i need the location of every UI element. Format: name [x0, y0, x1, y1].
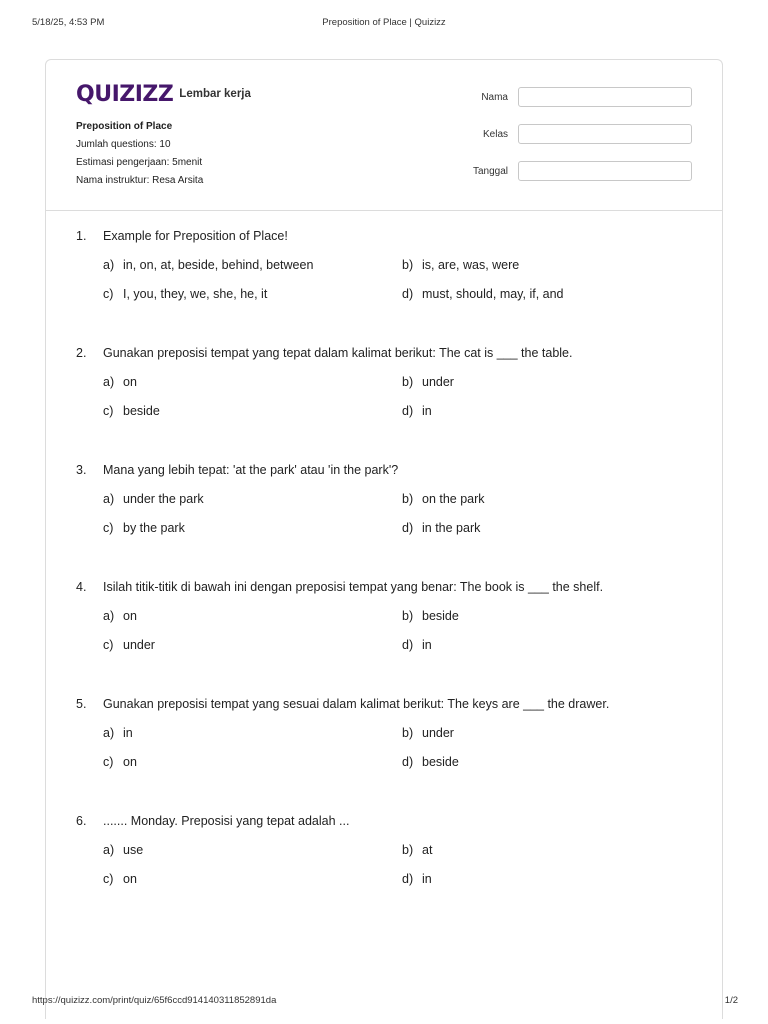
option-a [103, 842, 402, 858]
question-number: 1. [76, 229, 87, 243]
option-letter: b) [402, 375, 414, 389]
question-2 [76, 345, 696, 462]
option-d [402, 637, 701, 653]
page-number: 1/2 [724, 995, 738, 1006]
option-letter: b) [402, 492, 414, 506]
option-letter: b) [402, 258, 414, 272]
option-text: on [123, 375, 137, 389]
option-text: in [422, 638, 432, 652]
option-text: under [422, 375, 454, 389]
question-list [76, 228, 696, 930]
option-letter: c) [103, 872, 114, 886]
option-letter: b) [402, 609, 414, 623]
worksheet-header [46, 60, 722, 211]
class-input[interactable] [518, 124, 692, 144]
option-letter: d) [402, 872, 414, 886]
question-count: Jumlah questions: 10 [76, 139, 171, 150]
name-label: Nama [481, 91, 508, 103]
question-4-prompt [76, 579, 696, 595]
option-letter: c) [103, 755, 114, 769]
option-letter: a) [103, 843, 115, 857]
option-letter: a) [103, 609, 115, 623]
option-text: under [123, 638, 155, 652]
worksheet [45, 59, 723, 1019]
page-url: https://quizizz.com/print/quiz/65f6ccd914140311852891da [32, 995, 277, 1006]
option-letter: b) [402, 843, 414, 857]
option-text: on [123, 755, 137, 769]
name-input[interactable] [518, 87, 692, 107]
option-text: in [422, 872, 432, 886]
option-b [402, 491, 701, 507]
question-4 [76, 579, 696, 696]
option-letter: a) [103, 375, 115, 389]
class-field-row [448, 123, 692, 145]
option-letter: c) [103, 521, 114, 535]
option-c [103, 637, 402, 653]
option-c [103, 403, 402, 419]
question-5-options [103, 725, 696, 770]
question-5-prompt [76, 696, 696, 712]
option-letter: d) [402, 638, 414, 652]
option-letter: a) [103, 726, 115, 740]
option-text: in [422, 404, 432, 418]
print-title: Preposition of Place | Quizizz [322, 17, 446, 28]
question-1-options [103, 257, 696, 302]
option-c [103, 754, 402, 770]
question-6-prompt [76, 813, 696, 829]
option-text: in [123, 726, 133, 740]
option-letter: a) [103, 492, 115, 506]
option-d [402, 286, 701, 302]
question-number: 2. [76, 346, 87, 360]
option-a [103, 725, 402, 741]
option-text: beside [422, 609, 459, 623]
option-a [103, 608, 402, 624]
question-2-options [103, 374, 696, 419]
print-datetime: 5/18/25, 4:53 PM [32, 17, 105, 28]
question-1-prompt [76, 228, 696, 244]
option-text: under [422, 726, 454, 740]
question-3 [76, 462, 696, 579]
instructor-name: Nama instruktur: Resa Arsita [76, 175, 204, 186]
option-d [402, 520, 701, 536]
quiz-meta [76, 118, 203, 190]
question-2-prompt [76, 345, 696, 361]
question-number: 4. [76, 580, 87, 594]
question-6-options [103, 842, 696, 887]
option-text: use [123, 843, 144, 857]
option-text: on [123, 872, 137, 886]
question-4-options [103, 608, 696, 653]
question-text: Example for Preposition of Place! [103, 229, 288, 243]
option-text: I, you, they, we, she, he, it [123, 287, 268, 301]
option-text: is, are, was, were [422, 258, 520, 272]
logo-row [76, 80, 251, 108]
option-b [402, 257, 701, 273]
option-a [103, 491, 402, 507]
option-d [402, 871, 701, 887]
question-text: Gunakan preposisi tempat yang tepat dalam kalimat berikut: The cat is ___ the table. [103, 346, 573, 360]
time-estimate: Estimasi pengerjaan: 5menit [76, 157, 203, 168]
option-letter: b) [402, 726, 414, 740]
option-b [402, 725, 701, 741]
question-text: Isilah titik-titik di bawah ini dengan preposisi tempat yang benar: The book is ___ the shelf. [103, 580, 604, 594]
option-letter: d) [402, 404, 414, 418]
option-text: on [123, 609, 137, 623]
option-text: under the park [123, 492, 204, 506]
question-3-prompt [76, 462, 696, 478]
question-number: 5. [76, 697, 87, 711]
option-text: beside [422, 755, 459, 769]
option-text: on the park [422, 492, 485, 506]
option-text: in the park [422, 521, 481, 535]
option-letter: c) [103, 638, 114, 652]
option-b [402, 608, 701, 624]
question-number: 6. [76, 814, 87, 828]
option-text: must, should, may, if, and [422, 287, 564, 301]
question-number: 3. [76, 463, 87, 477]
option-c [103, 286, 402, 302]
option-letter: d) [402, 287, 414, 301]
option-letter: c) [103, 287, 114, 301]
option-letter: d) [402, 755, 414, 769]
quiz-title: Preposition of Place [76, 121, 173, 132]
class-label: Kelas [482, 128, 508, 140]
date-label: Tanggal [472, 165, 508, 177]
option-text: beside [123, 404, 160, 418]
question-text: ....... Monday. Preposisi yang tepat adalah ... [103, 814, 350, 828]
option-letter: a) [103, 258, 115, 272]
option-b [402, 374, 701, 390]
quizizz-logo: QUIZIZZ [76, 81, 174, 107]
option-b [402, 842, 701, 858]
date-field-row [448, 160, 692, 182]
name-field-row [448, 86, 692, 108]
option-text: in, on, at, beside, behind, between [123, 258, 314, 272]
option-d [402, 754, 701, 770]
option-letter: c) [103, 404, 114, 418]
option-a [103, 257, 402, 273]
question-6 [76, 813, 696, 930]
question-3-options [103, 491, 696, 536]
question-text: Gunakan preposisi tempat yang sesuai dalam kalimat berikut: The keys are ___ the drawer. [103, 697, 610, 711]
option-c [103, 871, 402, 887]
question-5 [76, 696, 696, 813]
worksheet-label: Lembar kerja [179, 88, 251, 100]
option-text: at [422, 843, 433, 857]
option-a [103, 374, 402, 390]
option-letter: d) [402, 521, 414, 535]
option-c [103, 520, 402, 536]
question-text: Mana yang lebih tepat: 'at the park' atau 'in the park'? [103, 463, 399, 477]
option-d [402, 403, 701, 419]
option-text: by the park [123, 521, 185, 535]
question-1 [76, 228, 696, 345]
date-input[interactable] [518, 161, 692, 181]
